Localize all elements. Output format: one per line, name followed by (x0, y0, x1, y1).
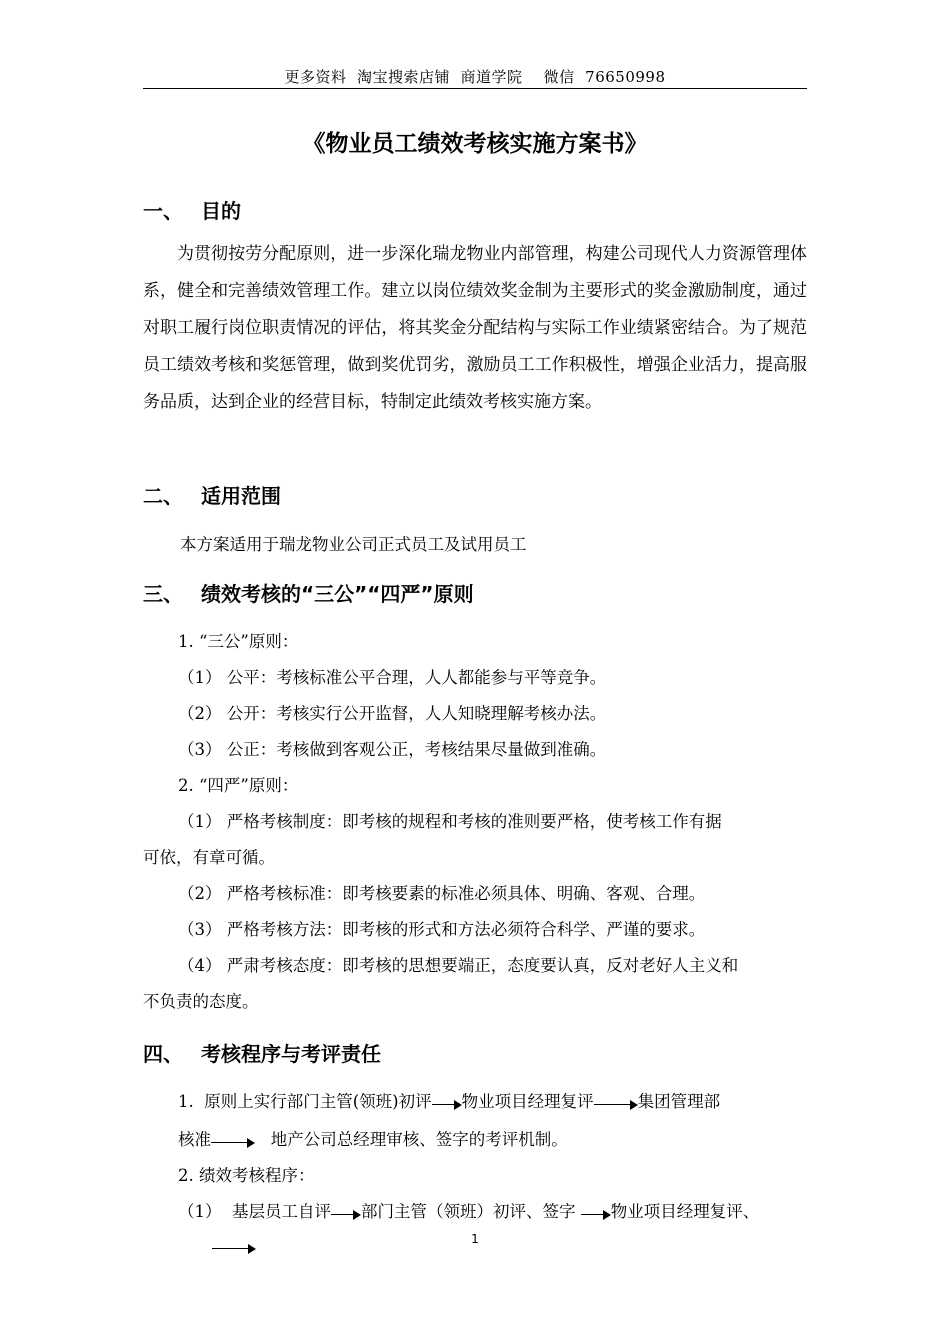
section-number: 二、 (143, 484, 183, 508)
section-heading-purpose (143, 195, 241, 224)
step-text: 地产公司总经理审核、签字的考评机制。 (270, 1130, 568, 1149)
step-text: 原则上实行部门主管(领班)初评 (204, 1092, 432, 1111)
si-yan-label: 2. “四严”原则： (178, 776, 299, 795)
step-text: 部门主管（领班）初评、签字 (361, 1202, 576, 1221)
flow-arrow-icon (432, 1098, 462, 1108)
step-text: 核准 (178, 1130, 211, 1149)
section-number: 四、 (143, 1042, 183, 1066)
section-number: 一、 (143, 199, 183, 223)
procedure-item-1-line-2 (178, 1126, 568, 1150)
item-number: 1. (178, 1092, 194, 1111)
header-rule (143, 88, 807, 89)
list-item: （2） 公开：考核实行公开监督，人人知晓理解考核办法。 (178, 704, 607, 723)
section-number: 三、 (143, 582, 183, 606)
purpose-paragraph: 为贯彻按劳分配原则，进一步深化瑞龙物业内部管理，构建公司现代人力资源管理体系，健全和完善绩效管理工作。建立以岗位绩效奖金制为主要形式的奖金激励制度，通过对职工履行岗位职责情况的评估，将其奖金分配结构与实际工作业绩紧密结合。为了规范员工绩效考核和奖惩管理，做到奖优罚劣，激励员工工作积极性，增强企业活力，提高服务品质，达到企业的经营目标，特制定此绩效考核实施方案。 (143, 244, 807, 412)
list-item-continued: 可依，有章可循。 (143, 848, 275, 867)
step-text: 物业项目经理复评、 (610, 1202, 760, 1221)
page-number: 1 (471, 1232, 479, 1246)
procedure-item-1-line-1 (178, 1088, 720, 1112)
flow-arrow-icon (581, 1208, 611, 1218)
step-text: 基层员工自评 (232, 1202, 331, 1221)
list-item: （4） 严肃考核态度：即考核的思想要端正，态度要认真，反对老好人主义和 (178, 956, 739, 975)
section-title: 适用范围 (201, 484, 281, 508)
section-title: 考核程序与考评责任 (201, 1042, 381, 1066)
list-item: （1） 公平：考核标准公平合理，人人都能参与平等竞争。 (178, 668, 607, 687)
procedure-step-1 (178, 1198, 759, 1222)
step-text: 物业项目经理复评 (461, 1092, 594, 1111)
document-title: 《物业员工绩效考核实施方案书》 (302, 131, 648, 157)
san-gong-label: 1. “三公”原则： (178, 632, 299, 651)
scope-text: 本方案适用于瑞龙物业公司正式员工及试用员工 (180, 535, 527, 554)
list-item: （3） 严格考核方法：即考核的形式和方法必须符合科学、严谨的要求。 (178, 920, 706, 939)
list-item: （1） 严格考核制度：即考核的规程和考核的准则要严格，使考核工作有据 (178, 812, 722, 831)
step-number: （1） (178, 1202, 222, 1221)
list-item: （3） 公正：考核做到客观公正，考核结果尽量做到准确。 (178, 740, 607, 759)
page-header-text: 更多资料 淘宝搜索店铺 商道学院 微信 76650998 (284, 68, 666, 86)
list-item: （2） 严格考核标准：即考核要素的标准必须具体、明确、客观、合理。 (178, 884, 706, 903)
section-heading-principles (143, 578, 474, 607)
step-text: 集团管理部 (637, 1092, 721, 1111)
section-title: 绩效考核的“三公”“四严”原则 (201, 582, 474, 606)
section-title: 目的 (201, 199, 241, 223)
section-heading-procedure (143, 1038, 381, 1067)
procedure-item-2-label: 2. 绩效考核程序： (178, 1166, 315, 1185)
flow-arrow-icon (211, 1136, 255, 1146)
list-item-continued: 不负责的态度。 (143, 992, 259, 1011)
section-heading-scope (143, 480, 281, 509)
flow-arrow-icon (331, 1208, 361, 1218)
flow-arrow-icon (594, 1098, 638, 1108)
